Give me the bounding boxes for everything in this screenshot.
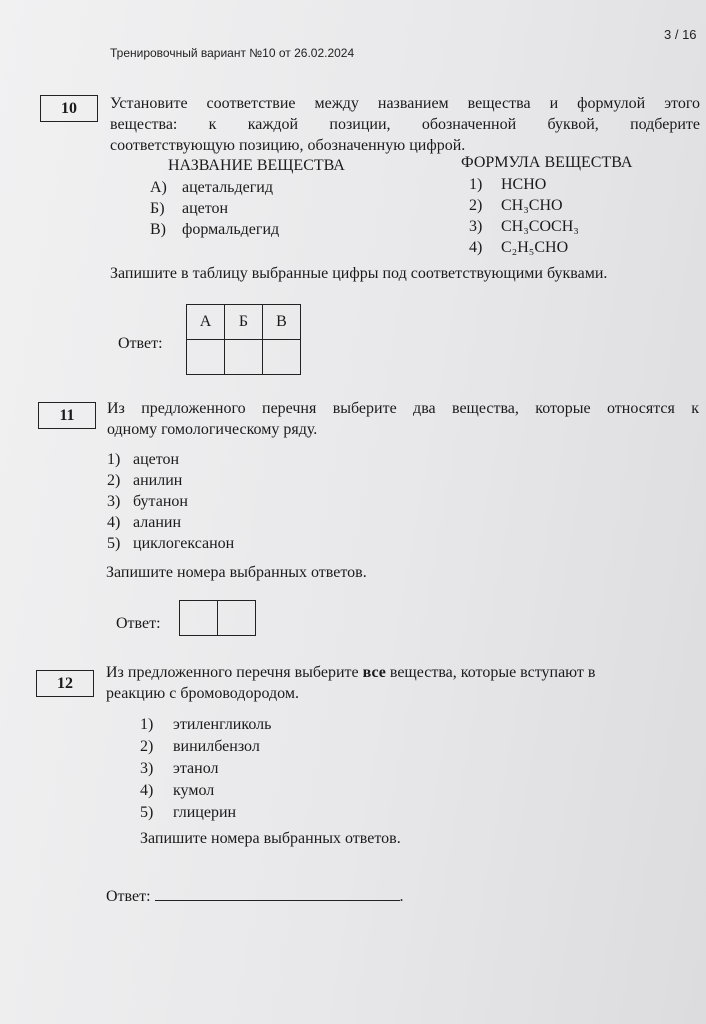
option-number: 5)	[107, 535, 121, 552]
question-number-11: 11	[38, 402, 96, 429]
page-number: 3 / 16	[664, 27, 697, 42]
option-number: 4)	[107, 514, 121, 531]
option-text: бутанон	[133, 493, 188, 510]
list-item	[140, 714, 271, 736]
option-number: 3)	[140, 760, 154, 777]
q10-line3: соответствующую позицию, обозначенную цифрой.	[110, 137, 466, 154]
question-11-text	[107, 398, 699, 440]
formula-number: 3)	[469, 218, 483, 235]
q11-instruction: Запишите номера выбранных ответов.	[106, 564, 367, 581]
option-text: аланин	[133, 514, 182, 531]
answer-box-1[interactable]	[180, 601, 218, 636]
name-letter: Б)	[150, 200, 165, 217]
variant-title: Тренировочный вариант №10 от 26.02.2024	[110, 46, 355, 60]
formula-item	[469, 237, 579, 258]
option-text: циклогексанон	[133, 535, 235, 552]
option-text: глицерин	[173, 804, 237, 821]
q11-line2: одному гомологическому ряду.	[107, 421, 318, 438]
names-list	[150, 177, 279, 240]
list-item	[140, 802, 271, 824]
formula-text: HCHO	[501, 176, 547, 193]
q11-answer-boxes	[179, 600, 256, 636]
answer-box-2[interactable]	[218, 601, 256, 636]
formula-text: CH₃CHO	[501, 197, 563, 214]
option-text: кумол	[173, 782, 215, 799]
name-item	[150, 198, 279, 219]
table-header-a: А	[187, 305, 225, 340]
q11-answer-label: Ответ:	[116, 615, 161, 632]
q12-options	[140, 714, 271, 824]
list-item	[107, 449, 234, 470]
name-item	[150, 219, 279, 240]
list-item	[140, 758, 271, 780]
q12-bold-word: все	[362, 664, 386, 681]
q12-line1-start: Из предложенного перечня выберите	[106, 664, 363, 681]
list-item	[107, 491, 234, 512]
name-text: ацетальдегид	[182, 179, 273, 196]
q12-answer-label: Ответ:	[106, 888, 151, 905]
question-number-12: 12	[36, 670, 94, 697]
formulas-list	[469, 174, 579, 258]
formula-number: 1)	[469, 176, 483, 193]
option-number: 2)	[140, 738, 154, 755]
answer-period: .	[399, 888, 404, 905]
list-item	[107, 470, 234, 491]
name-text: ацетон	[182, 200, 229, 217]
option-number: 1)	[107, 451, 121, 468]
q10-instruction: Запишите в таблицу выбранные цифры под соответствующими буквами.	[110, 265, 608, 282]
q12-line2: реакцию с бромоводородом.	[106, 685, 299, 702]
formula-number: 4)	[469, 239, 483, 256]
question-number-10: 10	[40, 95, 98, 122]
q11-options	[107, 449, 234, 554]
option-number: 3)	[107, 493, 121, 510]
option-text: этиленгликоль	[173, 716, 272, 733]
answer-cell-b[interactable]	[225, 340, 263, 375]
name-text: формальдегид	[182, 221, 280, 238]
list-item	[107, 533, 234, 554]
formula-number: 2)	[469, 197, 483, 214]
formulas-column-header: ФОРМУЛА ВЕЩЕСТВА	[461, 154, 633, 171]
q12-answer-row	[106, 884, 404, 907]
formula-text: CH₃COCH₃	[501, 218, 579, 235]
name-letter: В)	[150, 221, 166, 238]
q10-answer-label: Ответ:	[118, 335, 163, 352]
answer-cell-v[interactable]	[263, 340, 301, 375]
question-12-text	[106, 662, 706, 704]
formula-item	[469, 195, 579, 216]
list-item	[140, 780, 271, 802]
q10-line1: Установите соответствие между названием вещества и формулой этого	[110, 95, 700, 112]
q10-answer-table	[186, 304, 301, 375]
q12-line1	[106, 662, 706, 683]
names-column-header: НАЗВАНИЕ ВЕЩЕСТВА	[168, 157, 345, 174]
formula-item	[469, 174, 579, 195]
formula-text: C₂H₅CHO	[501, 239, 569, 256]
answer-cell-a[interactable]	[187, 340, 225, 375]
list-item	[140, 736, 271, 758]
table-header-b: Б	[225, 305, 263, 340]
q12-line1-end: вещества, которые вступают в	[385, 664, 596, 681]
option-text: ацетон	[133, 451, 180, 468]
option-number: 2)	[107, 472, 121, 489]
option-number: 5)	[140, 804, 154, 821]
answer-line[interactable]	[155, 884, 400, 901]
name-letter: А)	[150, 179, 167, 196]
q11-line1: Из предложенного перечня выберите два вещества, которые относятся к	[107, 400, 699, 417]
q10-line2: вещества: к каждой позиции, обозначенной буквой, подберите	[110, 116, 700, 133]
name-item	[150, 177, 279, 198]
question-10-text	[110, 93, 700, 156]
option-number: 1)	[140, 716, 154, 733]
list-item	[107, 512, 234, 533]
option-text: винилбензол	[173, 738, 260, 755]
q12-instruction: Запишите номера выбранных ответов.	[140, 830, 401, 847]
formula-item	[469, 216, 579, 237]
option-text: этанол	[173, 760, 219, 777]
table-header-v: В	[263, 305, 301, 340]
option-number: 4)	[140, 782, 154, 799]
option-text: анилин	[133, 472, 183, 489]
